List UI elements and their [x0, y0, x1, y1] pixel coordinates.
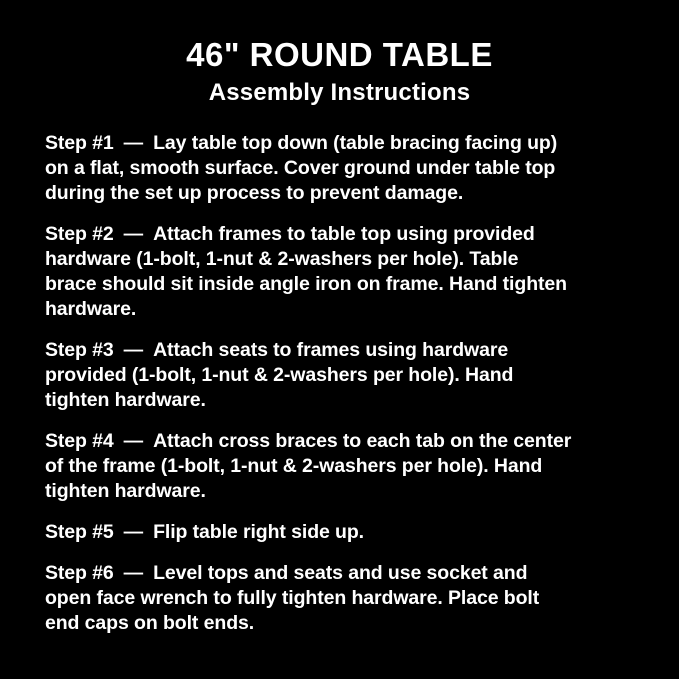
em-dash-separator: —	[123, 339, 144, 361]
step-3-line-3: tighten hardware.	[45, 389, 206, 411]
steps-list	[0, 131, 679, 636]
step-3-label: Step #3	[45, 339, 114, 361]
step-2-line-1	[45, 222, 649, 247]
step-1-line-2: on a flat, smooth surface. Cover ground under table top	[45, 157, 556, 179]
step-1-line-1	[45, 131, 649, 156]
step-5-line-1	[45, 520, 649, 545]
step-4	[45, 429, 649, 504]
step-3-line-2: provided (1-bolt, 1-nut & 2-washers per hole). Hand	[45, 364, 514, 386]
step-5-label: Step #5	[45, 521, 114, 543]
step-2-line-4: hardware.	[45, 298, 137, 320]
em-dash-separator: —	[123, 562, 144, 584]
step-4-line-1	[45, 429, 649, 454]
page-subtitle: Assembly Instructions	[208, 79, 471, 106]
step-6-label: Step #6	[45, 562, 114, 584]
page-title: 46" ROUND TABLE	[186, 36, 493, 73]
em-dash-separator: —	[123, 430, 144, 452]
step-6-line-1	[45, 561, 649, 586]
step-2	[45, 222, 649, 322]
em-dash-separator: —	[123, 132, 144, 154]
step-4-label: Step #4	[45, 430, 114, 452]
step-1-line-3: during the set up process to prevent damage.	[45, 182, 464, 204]
step-1-text: Lay table top down (table bracing facing up)	[153, 132, 558, 154]
step-3	[45, 338, 649, 413]
step-2-label: Step #2	[45, 223, 114, 245]
step-1-label: Step #1	[45, 132, 114, 154]
step-1	[45, 131, 649, 206]
step-2-line-2: hardware (1-bolt, 1-nut & 2-washers per hole). Table	[45, 248, 519, 270]
step-3-line-1	[45, 338, 649, 363]
em-dash-separator: —	[123, 521, 144, 543]
step-4-line-3: tighten hardware.	[45, 480, 206, 502]
step-5	[45, 520, 649, 545]
step-4-line-2: of the frame (1-bolt, 1-nut & 2-washers per hole). Hand	[45, 455, 543, 477]
step-2-line-3: brace should sit inside angle iron on frame. Hand tighten	[45, 273, 567, 295]
step-5-text: Flip table right side up.	[153, 521, 365, 543]
step-6-line-2: open face wrench to fully tighten hardware. Place bolt	[45, 587, 540, 609]
step-6-line-3: end caps on bolt ends.	[45, 612, 255, 634]
em-dash-separator: —	[123, 223, 144, 245]
step-3-text: Attach seats to frames using hardware	[153, 339, 509, 361]
step-2-text: Attach frames to table top using provided	[153, 223, 535, 245]
step-6	[45, 561, 649, 636]
step-4-text: Attach cross braces to each tab on the center	[153, 430, 572, 452]
step-6-text: Level tops and seats and use socket and	[153, 562, 528, 584]
